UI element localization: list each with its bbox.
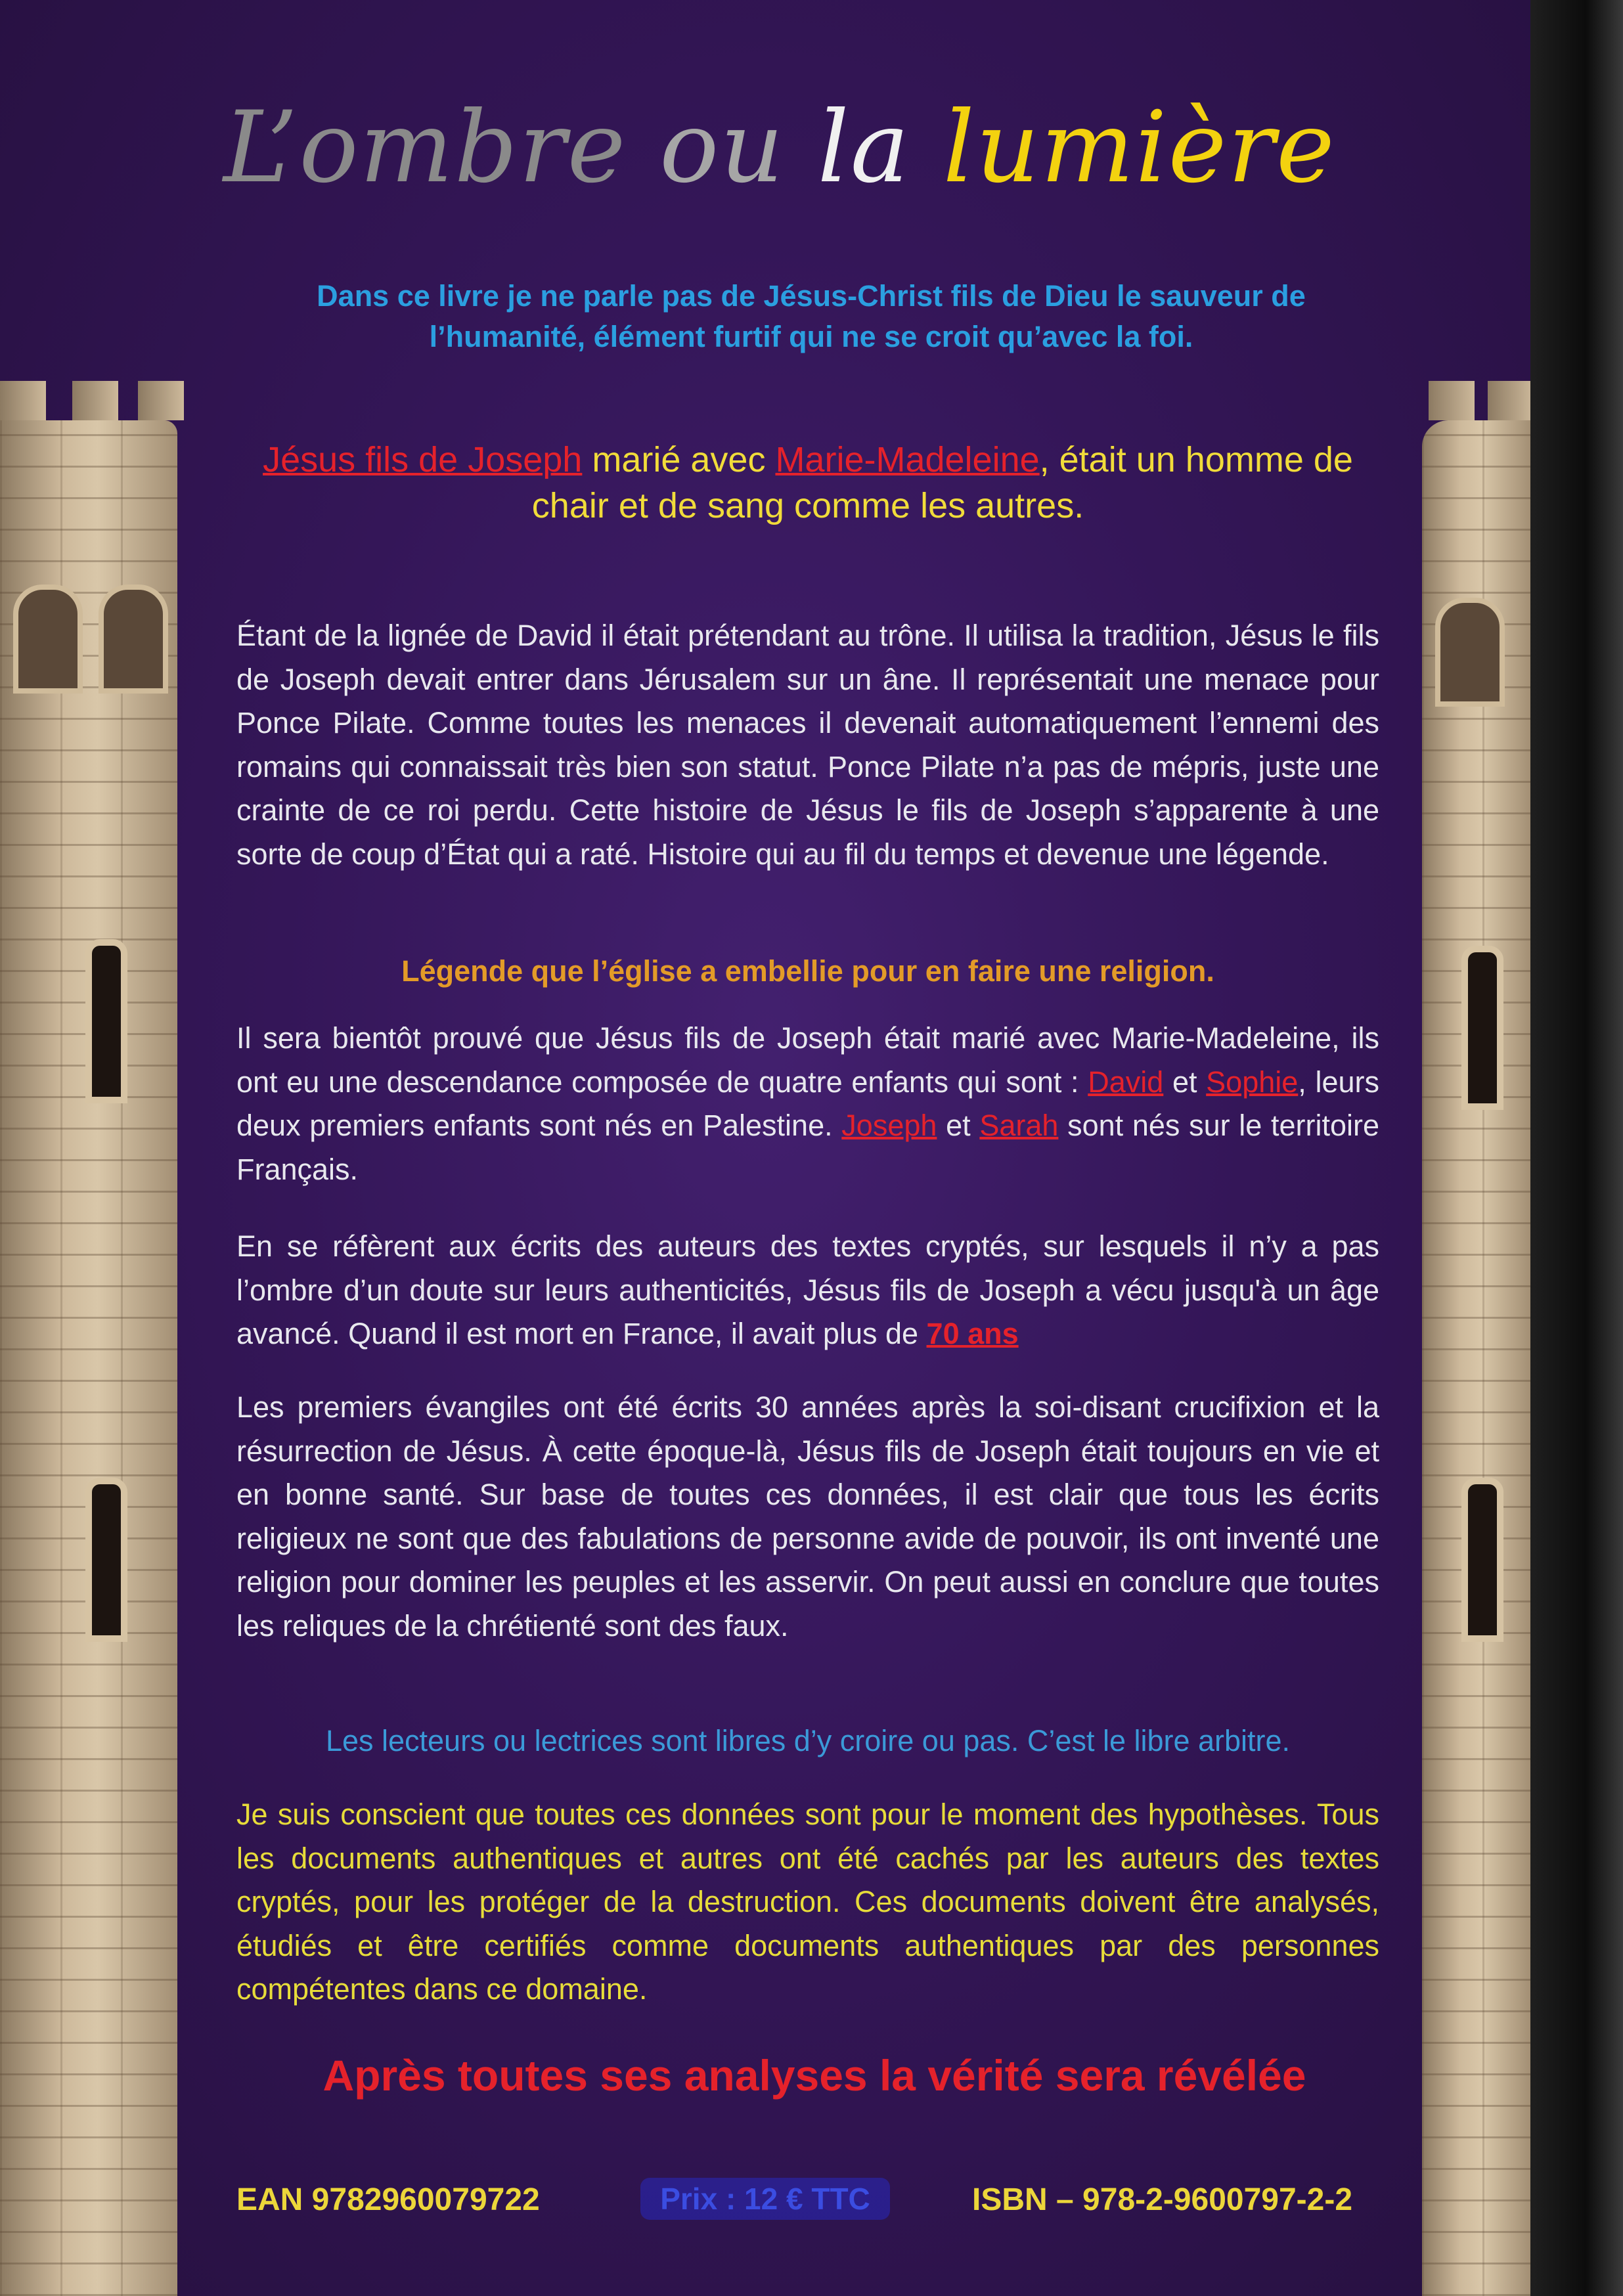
isbn-code: ISBN – 978-2-9600797-2-2	[972, 2182, 1353, 2217]
price-stamp: Prix : 12 € TTC	[640, 2178, 890, 2220]
paragraph-hypotheses: Je suis conscient que toutes ces données sont pour le moment des hypothèses. Tous les documents authentiques et autres ont été cachés par les auteurs des textes cryptés, pour les protéger de la destruction. Ces documents doivent être analysés, étudiés et être certifiés comme documents authentiques par des personnes compétentes dans ce domaine.	[236, 1798, 1379, 2006]
focus-text: , était un homme de chair et de sang comme les autres.	[531, 440, 1353, 525]
paragraph-text: Il sera bientôt prouvé que Jésus fils de Joseph était marié avec Marie-Madeleine, ils ont eu une descendance composée de quatre enfants qui sont :	[236, 1021, 1379, 1099]
tower-window	[85, 1478, 127, 1642]
child-name: Sarah	[979, 1109, 1059, 1142]
castle-tower-right	[1422, 420, 1530, 2296]
tower-arch	[1435, 598, 1505, 707]
paragraph-text: , leurs deux premiers enfants sont nés en Palestine.	[236, 1065, 1379, 1142]
book-spine	[1530, 0, 1623, 2296]
intro-text: Dans ce livre je ne parle pas de Jésus-Christ fils de Dieu le sauveur de l’humanité, élément furtif qui ne se croit qu’avec la foi.	[317, 279, 1306, 353]
ean-code: EAN 9782960079722	[236, 2182, 540, 2217]
paragraph-lineage: Étant de la lignée de David il était prétendant au trône. Il utilisa la tradition, Jésus le fils de Joseph devait entrer dans Jérusalem sur un âne. Il représentait une menace pour Ponce Pilate. Comme toutes les menaces il devenait automatiquement l’ennemi des romains qui connaissait très bien son statut. Ponce Pilate n’a pas de mépris, juste une crainte de ce roi perdu. Cette histoire de Jésus le fils de Joseph s’apparente à une sorte de coup d’État qui a raté. Histoire qui au fil du temps et devenue une légende.	[236, 619, 1379, 871]
book-title	[223, 89, 1406, 207]
paragraph-text: sont nés sur le territoire Français.	[236, 1109, 1379, 1186]
legend-statement: Légende que l’église a embellie pour en faire une religion.	[401, 954, 1214, 988]
paragraph-descendants	[236, 1017, 1379, 1191]
crenel	[72, 381, 118, 420]
free-will-statement: Les lecteurs ou lectrices sont libres d’y croire ou pas. C’est le libre arbitre.	[325, 1724, 1291, 1757]
tower-window	[1461, 946, 1503, 1110]
child-name: Sophie	[1206, 1065, 1299, 1099]
child-name: Joseph	[841, 1109, 937, 1142]
paragraph-text: et	[937, 1109, 980, 1142]
age-highlight: 70 ans	[926, 1317, 1019, 1350]
paragraph-text: En se réfèrent aux écrits des auteurs des textes cryptés, sur lesquels il n’y a pas l’ombre d’un doute sur leurs authenticités, Jésus fils de Joseph a vécu jusqu'à un âge avancé. Quand il est mort en France, il avait plus de	[236, 1229, 1379, 1350]
paragraph-text: et	[1163, 1065, 1207, 1099]
tower-window	[85, 939, 127, 1103]
title-word: la	[817, 91, 911, 205]
child-name: David	[1088, 1065, 1164, 1099]
crenel	[0, 381, 46, 420]
tower-window	[1461, 1478, 1503, 1642]
crenel	[138, 381, 184, 420]
crenel	[1488, 381, 1530, 420]
focus-statement	[236, 437, 1379, 529]
highlight-name: Jésus fils de Joseph	[263, 440, 583, 479]
paragraph-gospels: Les premiers évangiles ont été écrits 30 années après la soi-disant crucifixion et la résurrection de Jésus. À cette époque-là, Jésus fils de Joseph était toujours en vie et en bonne santé. Sur base de toutes ces données, il est clair que tous les écrits religieux ne sont que des fabulations de personne avide de pouvoir, ils ont inventé une religion pour dominer les peuples et les asservir. On peut aussi en conclure que toutes les reliques de la chrétienté sont des faux.	[236, 1390, 1379, 1643]
title-word: L’ombre	[223, 91, 627, 205]
title-word: lumière	[943, 91, 1336, 205]
focus-text: marié avec	[582, 440, 776, 479]
castle-tower-left	[0, 420, 177, 2296]
tower-arch	[99, 585, 168, 694]
tower-arch	[13, 585, 83, 694]
paragraph-crypted-texts	[236, 1225, 1379, 1356]
closing-statement: Après toutes ses analyses la vérité sera révélée	[322, 2051, 1306, 2100]
highlight-name: Marie-Madeleine	[775, 440, 1040, 479]
crenel	[1429, 381, 1475, 420]
title-word: ou	[659, 91, 785, 205]
